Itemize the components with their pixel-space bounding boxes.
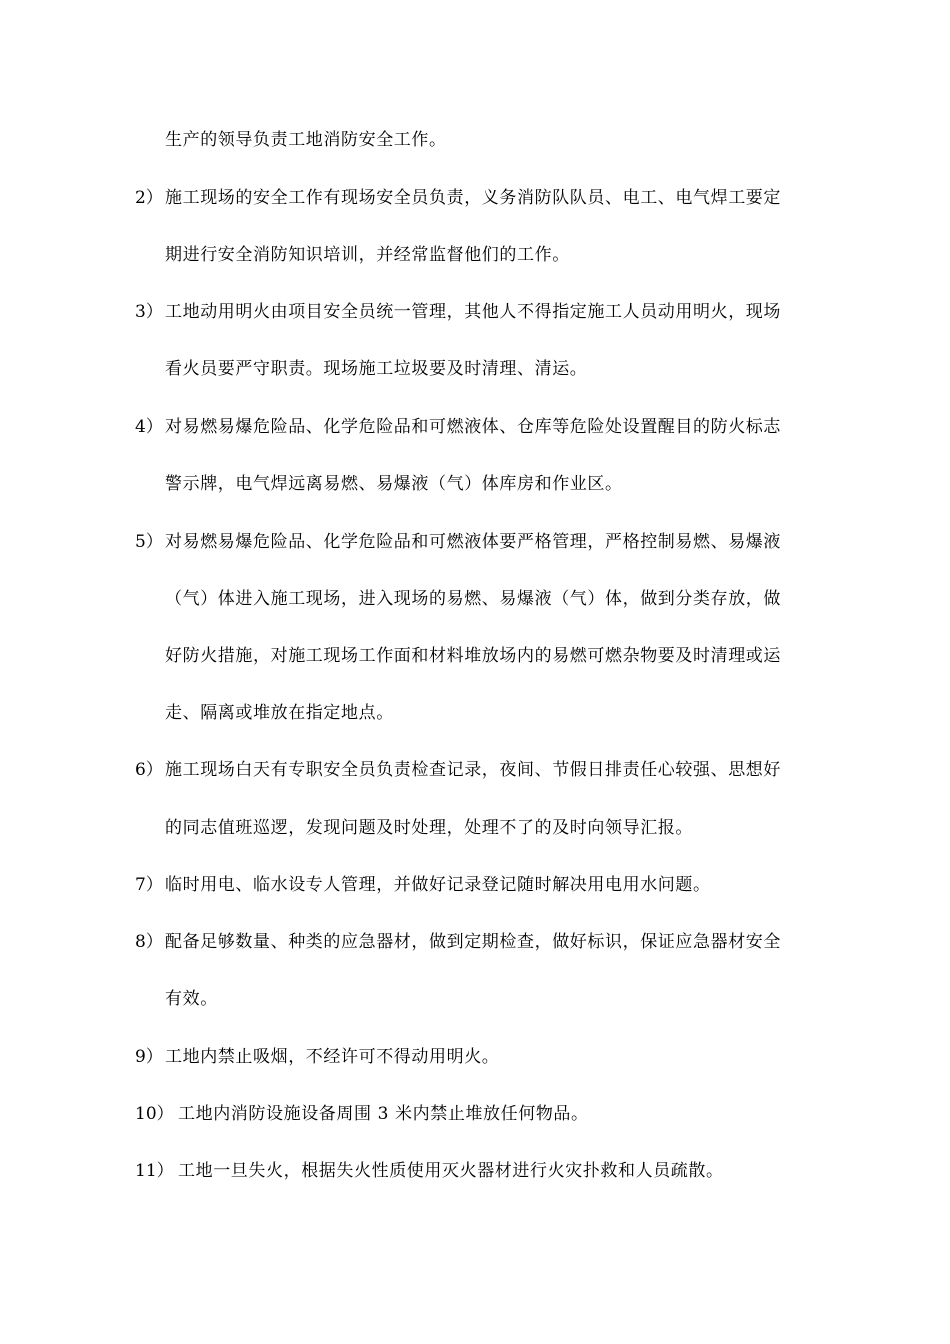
paragraph-line: 施工现场白天有专职安全员负责检查记录，夜间、节假日排责任心较强、思想好 xyxy=(165,760,781,780)
paragraph-line: 期进行安全消防知识培训，并经常监督他们的工作。 xyxy=(165,245,570,265)
paragraph-line: 看火员要严守职责。现场施工垃圾要及时清理、清运。 xyxy=(165,359,588,379)
list-number: 9） xyxy=(135,1047,163,1067)
paragraph-line: 生产的领导负责工地消防安全工作。 xyxy=(165,130,447,150)
paragraph-line: 工地内禁止吸烟，不经许可不得动用明火。 xyxy=(165,1047,500,1067)
paragraph-line: 走、隔离或堆放在指定地点。 xyxy=(165,703,394,723)
list-number: 8） xyxy=(135,932,163,952)
list-number: 2） xyxy=(135,188,163,208)
paragraph-line: 配备足够数量、种类的应急器材，做到定期检查，做好标识，保证应急器材安全 xyxy=(165,932,781,952)
paragraph-line: 工地一旦失火，根据失火性质使用灭火器材进行火灾扑救和人员疏散。 xyxy=(178,1161,724,1181)
paragraph-line: （气）体进入施工现场，进入现场的易燃、易爆液（气）体，做到分类存放，做 xyxy=(165,589,781,609)
paragraph-line: 工地内消防设施设备周围 3 米内禁止堆放任何物品。 xyxy=(178,1104,589,1124)
paragraph-line: 施工现场的安全工作有现场安全员负责，义务消防队队员、电工、电气焊工要定 xyxy=(165,188,781,208)
paragraph-line: 临时用电、临水设专人管理，并做好记录登记随时解决用电用水问题。 xyxy=(165,875,711,895)
paragraph-line: 好防火措施，对施工现场工作面和材料堆放场内的易燃可燃杂物要及时清理或运 xyxy=(165,646,781,666)
list-number: 6） xyxy=(135,760,163,780)
paragraph-line: 工地动用明火由项目安全员统一管理，其他人不得指定施工人员动用明火，现场 xyxy=(165,302,781,322)
list-number: 3） xyxy=(135,302,163,322)
paragraph-line: 对易燃易爆危险品、化学危险品和可燃液体、仓库等危险处设置醒目的防火标志 xyxy=(165,417,781,437)
paragraph-line: 的同志值班巡逻，发现问题及时处理，处理不了的及时向领导汇报。 xyxy=(165,818,693,838)
list-number: 5） xyxy=(135,532,163,552)
paragraph-line: 有效。 xyxy=(165,989,218,1009)
list-number: 10） xyxy=(135,1104,174,1124)
paragraph-line: 对易燃易爆危险品、化学危险品和可燃液体要严格管理，严格控制易燃、易爆液 xyxy=(165,532,781,552)
list-number: 4） xyxy=(135,417,163,437)
list-number: 11） xyxy=(135,1161,174,1181)
list-number: 7） xyxy=(135,875,163,895)
paragraph-line: 警示牌，电气焊远离易燃、易爆液（气）体库房和作业区。 xyxy=(165,474,623,494)
